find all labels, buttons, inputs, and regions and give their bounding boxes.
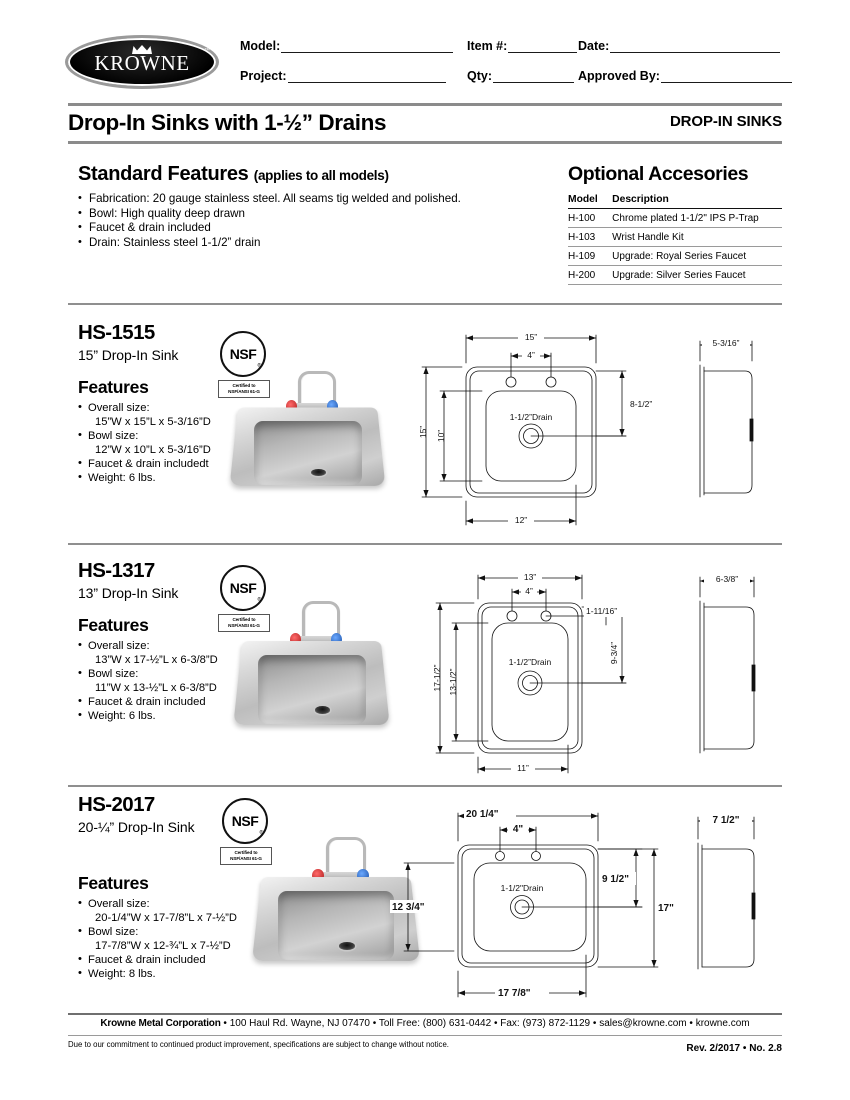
dim-left-outer: 15” <box>418 425 428 439</box>
project-input-rule[interactable] <box>288 69 446 83</box>
nsf-mark: NSF <box>229 346 257 362</box>
product-code: HS-1515 <box>78 321 155 344</box>
technical-drawing-hs-2017 <box>390 793 785 1008</box>
feature-value: 17-7/8”W x 12-¾”L x 7-½”D <box>95 940 231 952</box>
dim-left-outer: 17-1/2” <box>432 664 442 692</box>
feature-label: Overall size: <box>88 640 150 652</box>
product-code: HS-2017 <box>78 793 155 816</box>
drain-label: 1-1/2”Drain <box>508 657 552 667</box>
list-item: • Faucet & drain included <box>78 221 548 236</box>
title-rule-top <box>68 103 782 106</box>
sink-bowl <box>254 421 363 485</box>
accessories-table <box>568 194 782 285</box>
technical-drawing-hs-1317 <box>410 561 785 781</box>
list-item: • Bowl: High quality deep drawn <box>78 207 548 222</box>
optional-accessories-heading: Optional Accesories <box>568 163 749 185</box>
model-input-rule[interactable] <box>281 39 453 53</box>
nsf-cert-line-2: NSF/ANSI 61-G <box>230 856 262 861</box>
cell-model: H-200 <box>568 266 602 285</box>
product-section-hs-1515 <box>0 313 850 543</box>
model-label: Model: <box>240 39 281 53</box>
nsf-cert-line-1: Certified to <box>232 383 256 388</box>
feature-label: Bowl size: <box>88 926 139 938</box>
column-header-description: Description <box>602 194 782 209</box>
list-item: • Weight: 8 lbs. <box>78 967 328 981</box>
dim-left-inner: 10” <box>436 429 446 443</box>
drain-label: 1-1/2"Drain <box>500 883 544 893</box>
technical-drawing-hs-1515 <box>400 319 785 534</box>
table-row <box>568 209 782 228</box>
features-heading: Features <box>78 377 149 397</box>
features-heading: Features <box>78 873 149 893</box>
separator-icon: • <box>689 1018 693 1029</box>
qty-field[interactable] <box>467 69 574 83</box>
section-divider <box>68 785 782 787</box>
feature-value: 11”W x 13-½”L x 6-3/8”D <box>95 682 217 694</box>
feature-value: 15”W x 15”L x 5-3/16”D <box>95 416 211 428</box>
product-code: HS-1317 <box>78 559 155 582</box>
list-item: • Faucet & drain included <box>78 953 328 967</box>
table-row <box>568 228 782 247</box>
cell-model: H-100 <box>568 209 602 228</box>
sink-bowl <box>258 655 367 724</box>
cell-description: Wrist Handle Kit <box>602 228 782 247</box>
dim-hole-offset: 1-11/16” <box>586 606 618 616</box>
dim-side-depth: 7 1/2" <box>712 815 740 826</box>
table-row <box>568 247 782 266</box>
list-item: • Drain: Stainless steel 1-1/2” drain <box>78 236 548 251</box>
page-title: Drop-In Sinks with 1-½” Drains <box>68 110 387 135</box>
list-item: • Faucet & drain includedt <box>78 457 328 471</box>
dim-bottom-width: 17 7/8" <box>498 988 531 999</box>
registered-icon: ® <box>257 363 261 369</box>
dim-bottom-width: 12” <box>514 515 528 525</box>
project-field[interactable] <box>240 69 446 83</box>
features-heading: Features <box>78 615 149 635</box>
dim-hole-spacing: 4" <box>512 824 524 835</box>
list-item: • Faucet & drain included <box>78 695 328 709</box>
spec-form-fields <box>240 36 782 98</box>
title-bar <box>68 110 782 140</box>
project-label: Project: <box>240 69 287 83</box>
product-photo-hs-1317 <box>232 595 392 745</box>
dim-right-inner: 8-1/2” <box>630 399 653 409</box>
sink-drain-icon <box>315 706 329 714</box>
list-item: • Weight: 6 lbs. <box>78 471 328 485</box>
feature-label: Bowl size: <box>88 668 139 680</box>
dim-left-inner: 13-1/2” <box>448 668 458 696</box>
dim-right-inner: 9-3/4” <box>609 641 619 665</box>
dim-side-depth: 6-3/8” <box>715 574 739 584</box>
separator-icon: • <box>592 1018 597 1029</box>
optional-accessories-section <box>568 163 782 285</box>
form-row-2 <box>240 69 782 91</box>
qty-input-rule[interactable] <box>493 69 574 83</box>
dim-hole-spacing: 4” <box>525 586 533 596</box>
registered-icon: ® <box>259 830 263 836</box>
footer-fax: Fax: (973) 872-1129 <box>500 1018 591 1029</box>
approved-by-input-rule[interactable] <box>661 69 792 83</box>
dim-top-width: 13” <box>523 572 537 582</box>
list-item: • Fabrication: 20 gauge stainless steel. All seams tig welded and polished. <box>78 192 548 207</box>
footer-toll-free: Toll Free: (800) 631-0442 <box>378 1018 492 1029</box>
standard-features-list <box>78 192 548 250</box>
dim-top-width: 15” <box>524 332 538 342</box>
dim-left-outer: 12 3/4" <box>392 902 425 913</box>
separator-icon: • <box>493 1018 498 1029</box>
product-description: 20-¼” Drop-In Sink <box>78 819 195 835</box>
item-label: Item #: <box>467 39 508 53</box>
table-header-row <box>568 194 782 209</box>
logo-trademark: ™ <box>204 48 210 54</box>
product-description: 15” Drop-In Sink <box>78 347 179 363</box>
item-field[interactable] <box>467 39 577 53</box>
nsf-cert-line-1: Certified to <box>234 850 258 855</box>
product-section-hs-1317 <box>0 553 850 785</box>
sink-illustration <box>228 365 388 505</box>
approved-by-field[interactable] <box>578 69 792 83</box>
footer-rule-bottom <box>68 1035 782 1036</box>
cell-description: Upgrade: Royal Series Faucet <box>602 247 782 266</box>
title-rule-bottom <box>68 141 782 144</box>
dim-top-width: 20 1/4" <box>466 809 499 820</box>
separator-icon: • <box>742 1043 747 1054</box>
dim-right-outer: 17" <box>658 903 674 914</box>
product-section-hs-2017 <box>0 793 850 1013</box>
dim-bottom-width: 11” <box>517 763 529 773</box>
cell-description: Upgrade: Silver Series Faucet <box>602 266 782 285</box>
page-header <box>68 36 782 98</box>
standard-features-subtitle: (applies to all models) <box>253 168 389 183</box>
column-header-model: Model <box>568 194 602 209</box>
footer-address: 100 Haul Rd. Wayne, NJ 07470 <box>229 1018 370 1029</box>
logo-wordmark: KROWNE <box>94 51 190 75</box>
dim-hole-spacing: 4” <box>527 350 535 360</box>
dim-side-depth: 5-3/16” <box>712 338 740 348</box>
cell-description: Chrome plated 1-1/2" IPS P-Trap <box>602 209 782 228</box>
feature-value: 20-1/4”W x 17-7/8”L x 7-½”D <box>95 912 237 924</box>
registered-icon: ® <box>257 597 261 603</box>
feature-value: 12”W x 10”L x 5-3/16”D <box>95 444 211 456</box>
standard-features-heading <box>78 163 548 186</box>
nsf-cert-line-2: NSF/ANSI 61-G <box>228 389 260 394</box>
standard-features-section <box>78 163 548 250</box>
approved-by-label: Approved By: <box>578 69 660 83</box>
separator-icon: • <box>372 1018 377 1029</box>
table-row <box>568 266 782 285</box>
category-label: DROP-IN SINKS <box>669 113 782 130</box>
footer-contact-line <box>68 1018 782 1029</box>
date-label: Date: <box>578 39 610 53</box>
section-divider <box>68 543 782 545</box>
date-input-rule[interactable] <box>610 39 780 53</box>
sink-drain-icon <box>339 942 354 950</box>
qty-label: Qty: <box>467 69 492 83</box>
standard-features-title: Standard Features <box>78 163 249 185</box>
footer-website-link[interactable]: krowne.com <box>695 1018 750 1029</box>
sink-bowl <box>278 891 395 960</box>
footer-rule-top <box>68 1013 782 1015</box>
model-field[interactable] <box>240 39 453 53</box>
feature-value: 13”W x 17-½”L x 6-3/8”D <box>95 654 218 666</box>
drain-label: 1-1/2”Drain <box>509 412 553 422</box>
nsf-mark: NSF <box>229 580 257 596</box>
item-input-rule[interactable] <box>508 39 577 53</box>
date-field[interactable] <box>578 39 780 53</box>
feature-label: Bowl size: <box>88 430 139 442</box>
dim-right-inner: 9 1/2" <box>602 874 629 885</box>
document-number: No. 2.8 <box>749 1043 782 1054</box>
feature-label: Overall size: <box>88 402 150 414</box>
revision-date: Rev. 2/2017 <box>686 1043 741 1054</box>
footer-disclaimer: Due to our commitment to continued product improvement, specifications are subject to change without notice. <box>68 1040 449 1049</box>
footer-company: Krowne Metal Corporation <box>100 1018 221 1029</box>
product-description: 13” Drop-In Sink <box>78 585 179 601</box>
sink-drain-icon <box>311 469 325 476</box>
krowne-logo <box>68 38 216 86</box>
form-row-1 <box>240 39 782 61</box>
nsf-mark: NSF <box>231 813 259 829</box>
separator-icon: • <box>223 1018 227 1029</box>
footer-email-link[interactable]: sales@krowne.com <box>599 1018 687 1029</box>
section-divider <box>68 303 782 305</box>
footer-revision-info <box>686 1043 782 1054</box>
product-photo-hs-1515 <box>228 365 388 505</box>
feature-label: Overall size: <box>88 898 150 910</box>
cell-model: H-103 <box>568 228 602 247</box>
sink-illustration <box>232 595 392 745</box>
cell-model: H-109 <box>568 247 602 266</box>
nsf-cert-line-1: Certified to <box>232 617 256 622</box>
list-item: • Weight: 6 lbs. <box>78 709 328 723</box>
nsf-cert-line-2: NSF/ANSI 61-G <box>228 623 260 628</box>
